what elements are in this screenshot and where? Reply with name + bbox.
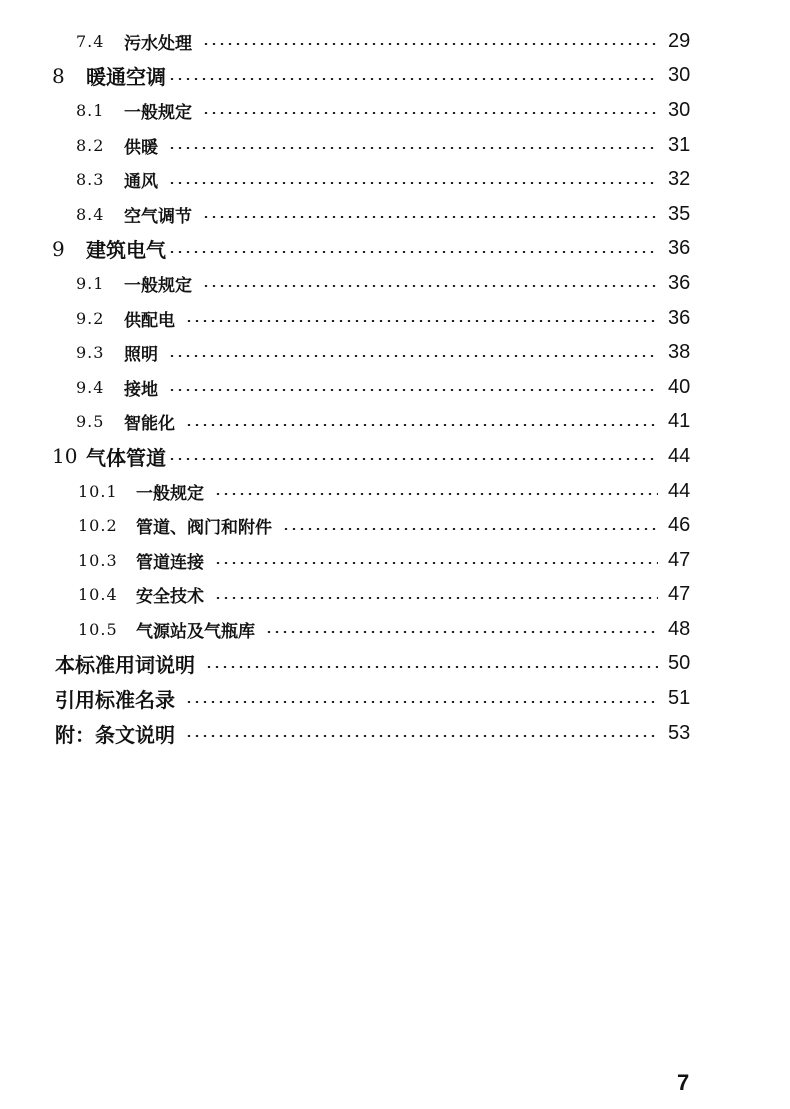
toc-entry-number: 8.1 (76, 100, 105, 120)
toc-entry-number: 8.3 (76, 170, 105, 190)
toc-entry-page: 51 (668, 687, 691, 710)
toc-entry[interactable] (0, 266, 790, 301)
dot-leader (202, 43, 658, 45)
toc-entry-page: 36 (668, 237, 691, 260)
toc-entry-page: 44 (668, 444, 691, 467)
toc-entry-title: 污水处理 (124, 33, 192, 54)
toc-entry-page: 30 (668, 64, 691, 87)
toc-entry-title: 附：条文说明 (55, 722, 175, 747)
toc-entry-title: 通风 (124, 172, 158, 193)
toc-entry[interactable] (0, 439, 790, 474)
toc-entry-number: 10.2 (78, 516, 118, 536)
toc-entry-page: 53 (668, 721, 691, 744)
toc-entry-title: 建筑电气 (86, 238, 166, 263)
dot-leader (168, 458, 658, 460)
dot-leader (168, 78, 658, 80)
toc-entry-number: 10.5 (78, 619, 118, 639)
toc-entry-page: 31 (668, 133, 691, 156)
toc-entry-page: 41 (668, 410, 691, 433)
toc-entry-title: 本标准用词说明 (55, 653, 195, 678)
toc-entry-title: 一般规定 (124, 102, 192, 123)
toc-entry-title: 安全技术 (136, 587, 204, 608)
toc-entry[interactable] (0, 370, 790, 405)
dot-leader (205, 666, 658, 668)
toc-entry-number: 8 (52, 63, 65, 88)
dot-leader (214, 562, 658, 564)
toc-entry-title: 气源站及气瓶库 (136, 621, 255, 642)
toc-entry-title: 一般规定 (124, 275, 192, 296)
toc-entry-page: 40 (668, 375, 691, 398)
toc-entry[interactable] (0, 405, 790, 440)
toc-entry[interactable] (0, 681, 790, 716)
toc-entry-page: 48 (668, 617, 691, 640)
dot-leader (168, 147, 658, 149)
toc-entry-number: 9.5 (76, 412, 105, 432)
toc-entry-title: 供配电 (124, 310, 175, 331)
dot-leader (202, 216, 658, 218)
toc-entry-page: 38 (668, 341, 691, 364)
toc-entry-title: 空气调节 (124, 206, 192, 227)
toc-entry-title: 管道、阀门和附件 (136, 518, 272, 539)
toc-entry-number: 10.3 (78, 550, 118, 570)
dot-leader (282, 528, 658, 530)
toc-entry[interactable] (0, 59, 790, 94)
toc-entry[interactable] (0, 93, 790, 128)
dot-leader (185, 320, 658, 322)
toc-entry-page: 32 (668, 168, 691, 191)
toc-entry-number: 10 (52, 444, 78, 469)
toc-entry-page: 44 (668, 479, 691, 502)
dot-leader (185, 701, 658, 703)
toc-entry[interactable] (0, 128, 790, 163)
toc-entry-page: 50 (668, 652, 691, 675)
toc-entry[interactable] (0, 24, 790, 59)
toc-entry-page: 47 (668, 548, 691, 571)
toc-entry-number: 9.1 (76, 273, 105, 293)
table-of-contents (0, 24, 790, 750)
toc-entry-page: 46 (668, 514, 691, 537)
toc-entry-title: 管道连接 (136, 552, 204, 573)
toc-entry-page: 30 (668, 98, 691, 121)
toc-entry-page: 29 (668, 29, 691, 52)
toc-entry-title: 引用标准名录 (55, 688, 175, 713)
page-number: 7 (677, 1070, 690, 1095)
toc-entry[interactable] (0, 508, 790, 543)
dot-leader (214, 493, 658, 495)
toc-entry-number: 10.4 (78, 585, 118, 605)
dot-leader (202, 285, 658, 287)
toc-entry[interactable] (0, 301, 790, 336)
toc-entry-number: 8.2 (76, 135, 105, 155)
toc-entry-page: 47 (668, 583, 691, 606)
toc-entry-title: 暖通空调 (86, 65, 166, 90)
toc-entry[interactable] (0, 578, 790, 613)
toc-entry-page: 35 (668, 202, 691, 225)
toc-entry[interactable] (0, 612, 790, 647)
dot-leader (214, 597, 658, 599)
dot-leader (168, 355, 658, 357)
dot-leader (168, 182, 658, 184)
dot-leader (185, 424, 658, 426)
dot-leader (168, 251, 658, 253)
toc-entry-number: 9.2 (76, 308, 105, 328)
toc-entry-title: 供暖 (124, 137, 158, 158)
toc-entry-title: 照明 (124, 345, 158, 366)
toc-entry[interactable] (0, 647, 790, 682)
toc-entry[interactable] (0, 232, 790, 267)
toc-entry-number: 7.4 (76, 31, 105, 51)
dot-leader (185, 735, 658, 737)
dot-leader (168, 389, 658, 391)
dot-leader (265, 631, 658, 633)
toc-entry-title: 一般规定 (136, 483, 204, 504)
toc-entry-number: 8.4 (76, 204, 105, 224)
toc-entry-title: 气体管道 (86, 445, 166, 470)
dot-leader (202, 112, 658, 114)
toc-entry-number: 9.3 (76, 343, 105, 363)
toc-entry[interactable] (0, 543, 790, 578)
toc-entry-page: 36 (668, 271, 691, 294)
toc-entry-title: 智能化 (124, 414, 175, 435)
toc-entry-page: 36 (668, 306, 691, 329)
toc-entry[interactable] (0, 197, 790, 232)
toc-entry-number: 9 (52, 236, 65, 261)
toc-entry[interactable] (0, 162, 790, 197)
toc-entry[interactable] (0, 474, 790, 509)
toc-entry-number: 9.4 (76, 377, 105, 397)
toc-entry-number: 10.1 (78, 481, 118, 501)
toc-entry-title: 接地 (124, 379, 158, 400)
toc-entry[interactable] (0, 716, 790, 751)
toc-entry[interactable] (0, 335, 790, 370)
